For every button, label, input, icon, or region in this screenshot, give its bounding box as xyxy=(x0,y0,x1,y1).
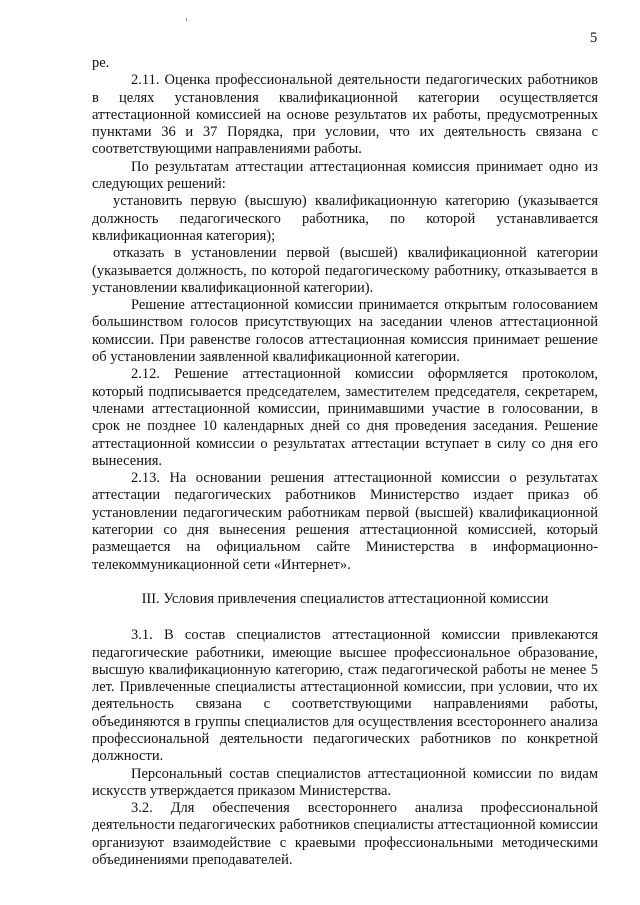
paragraph-3-1: 3.1. В состав специалистов аттестационной комиссии привлекаются педагогические работники, имеющие высшее профессиональное образование, высшую квалификационную категорию, стаж педагогической работы не менее 5 лет. Привлеченные специалисты аттестационной комиссии, при условии, что их деятельность связана с соответствующими направлениями работы, объединяются в группы специалистов для осуществления всестороннего анализа профессиональной деятельности педагогических работников по конкретной должности. xyxy=(92,627,598,765)
paragraph-decisions-intro: По результатам аттестации аттестационная комиссия принимает одно из следующих решений: xyxy=(92,158,598,193)
paragraph-personnel: Персональный состав специалистов аттестационной комиссии по видам искусств утверждается приказом Министерства. xyxy=(92,765,598,799)
paragraph-continuation: ре. xyxy=(92,55,110,71)
paragraph-2-11: 2.11. Оценка профессиональной деятельности педагогических работников в целях установления квалификационной категории осуществляется аттестационной комиссией на основе результатов их работы, предусмотренных пунктами 36 и 37 Порядка, при условии, что их деятельность связана с соответствующими направлениями работы. xyxy=(92,72,598,158)
document-body xyxy=(92,55,598,869)
paragraph-decision-refuse: отказать в установлении первой (высшей) квалификационной категории (указывается должность, по которой педагогическому работнику, отказывается в установлении квалификационной категории). xyxy=(92,245,598,296)
paragraph-decision-establish: установить первую (высшую) квалификационную категорию (указывается должность педагогического работника, по которой устанавливается квлификационная категория); xyxy=(92,193,598,244)
paragraph-2-13: 2.13. На основании решения аттестационной комиссии о результатах аттестации педагогических работников Министерство издает приказ об установлении педагогическим работникам первой (высшей) квалификационной категории со дня вынесения решения аттестационной комиссией, который размещается на официальном сайте Министерства в информационно-телекоммуникационной сети «Интернет». xyxy=(92,470,598,573)
scan-mark xyxy=(186,18,187,21)
section-heading-iii: III. Условия привлечения специалистов аттестационной комиссии xyxy=(141,590,549,607)
paragraph-voting: Решение аттестационной комиссии принимается открытым голосованием большинством голосов присутствующих на заседании членов аттестационной комиссии. При равенстве голосов аттестационная комиссия принимает решение об установлении заявленной квалификационной категории. xyxy=(92,297,598,366)
paragraph-3-2: 3.2. Для обеспечения всестороннего анализа профессиональной деятельности педагогических работников специалисты аттестационной комиссии организуют взаимодействие с краевыми профессиональными методическими объединениями преподавателей. xyxy=(92,800,598,869)
paragraph-2-12: 2.12. Решение аттестационной комиссии оформляется протоколом, который подписывается председателем, заместителем председателя, секретарем, членами аттестационной комиссии, принимавшими участие в голосовании, в срок не позднее 10 календарных дней со дня проведения заседания. Решение аттестационной комиссии о результатах аттестации вступает в силу со дня его вынесения. xyxy=(92,366,598,469)
page-number: 5 xyxy=(590,30,598,46)
